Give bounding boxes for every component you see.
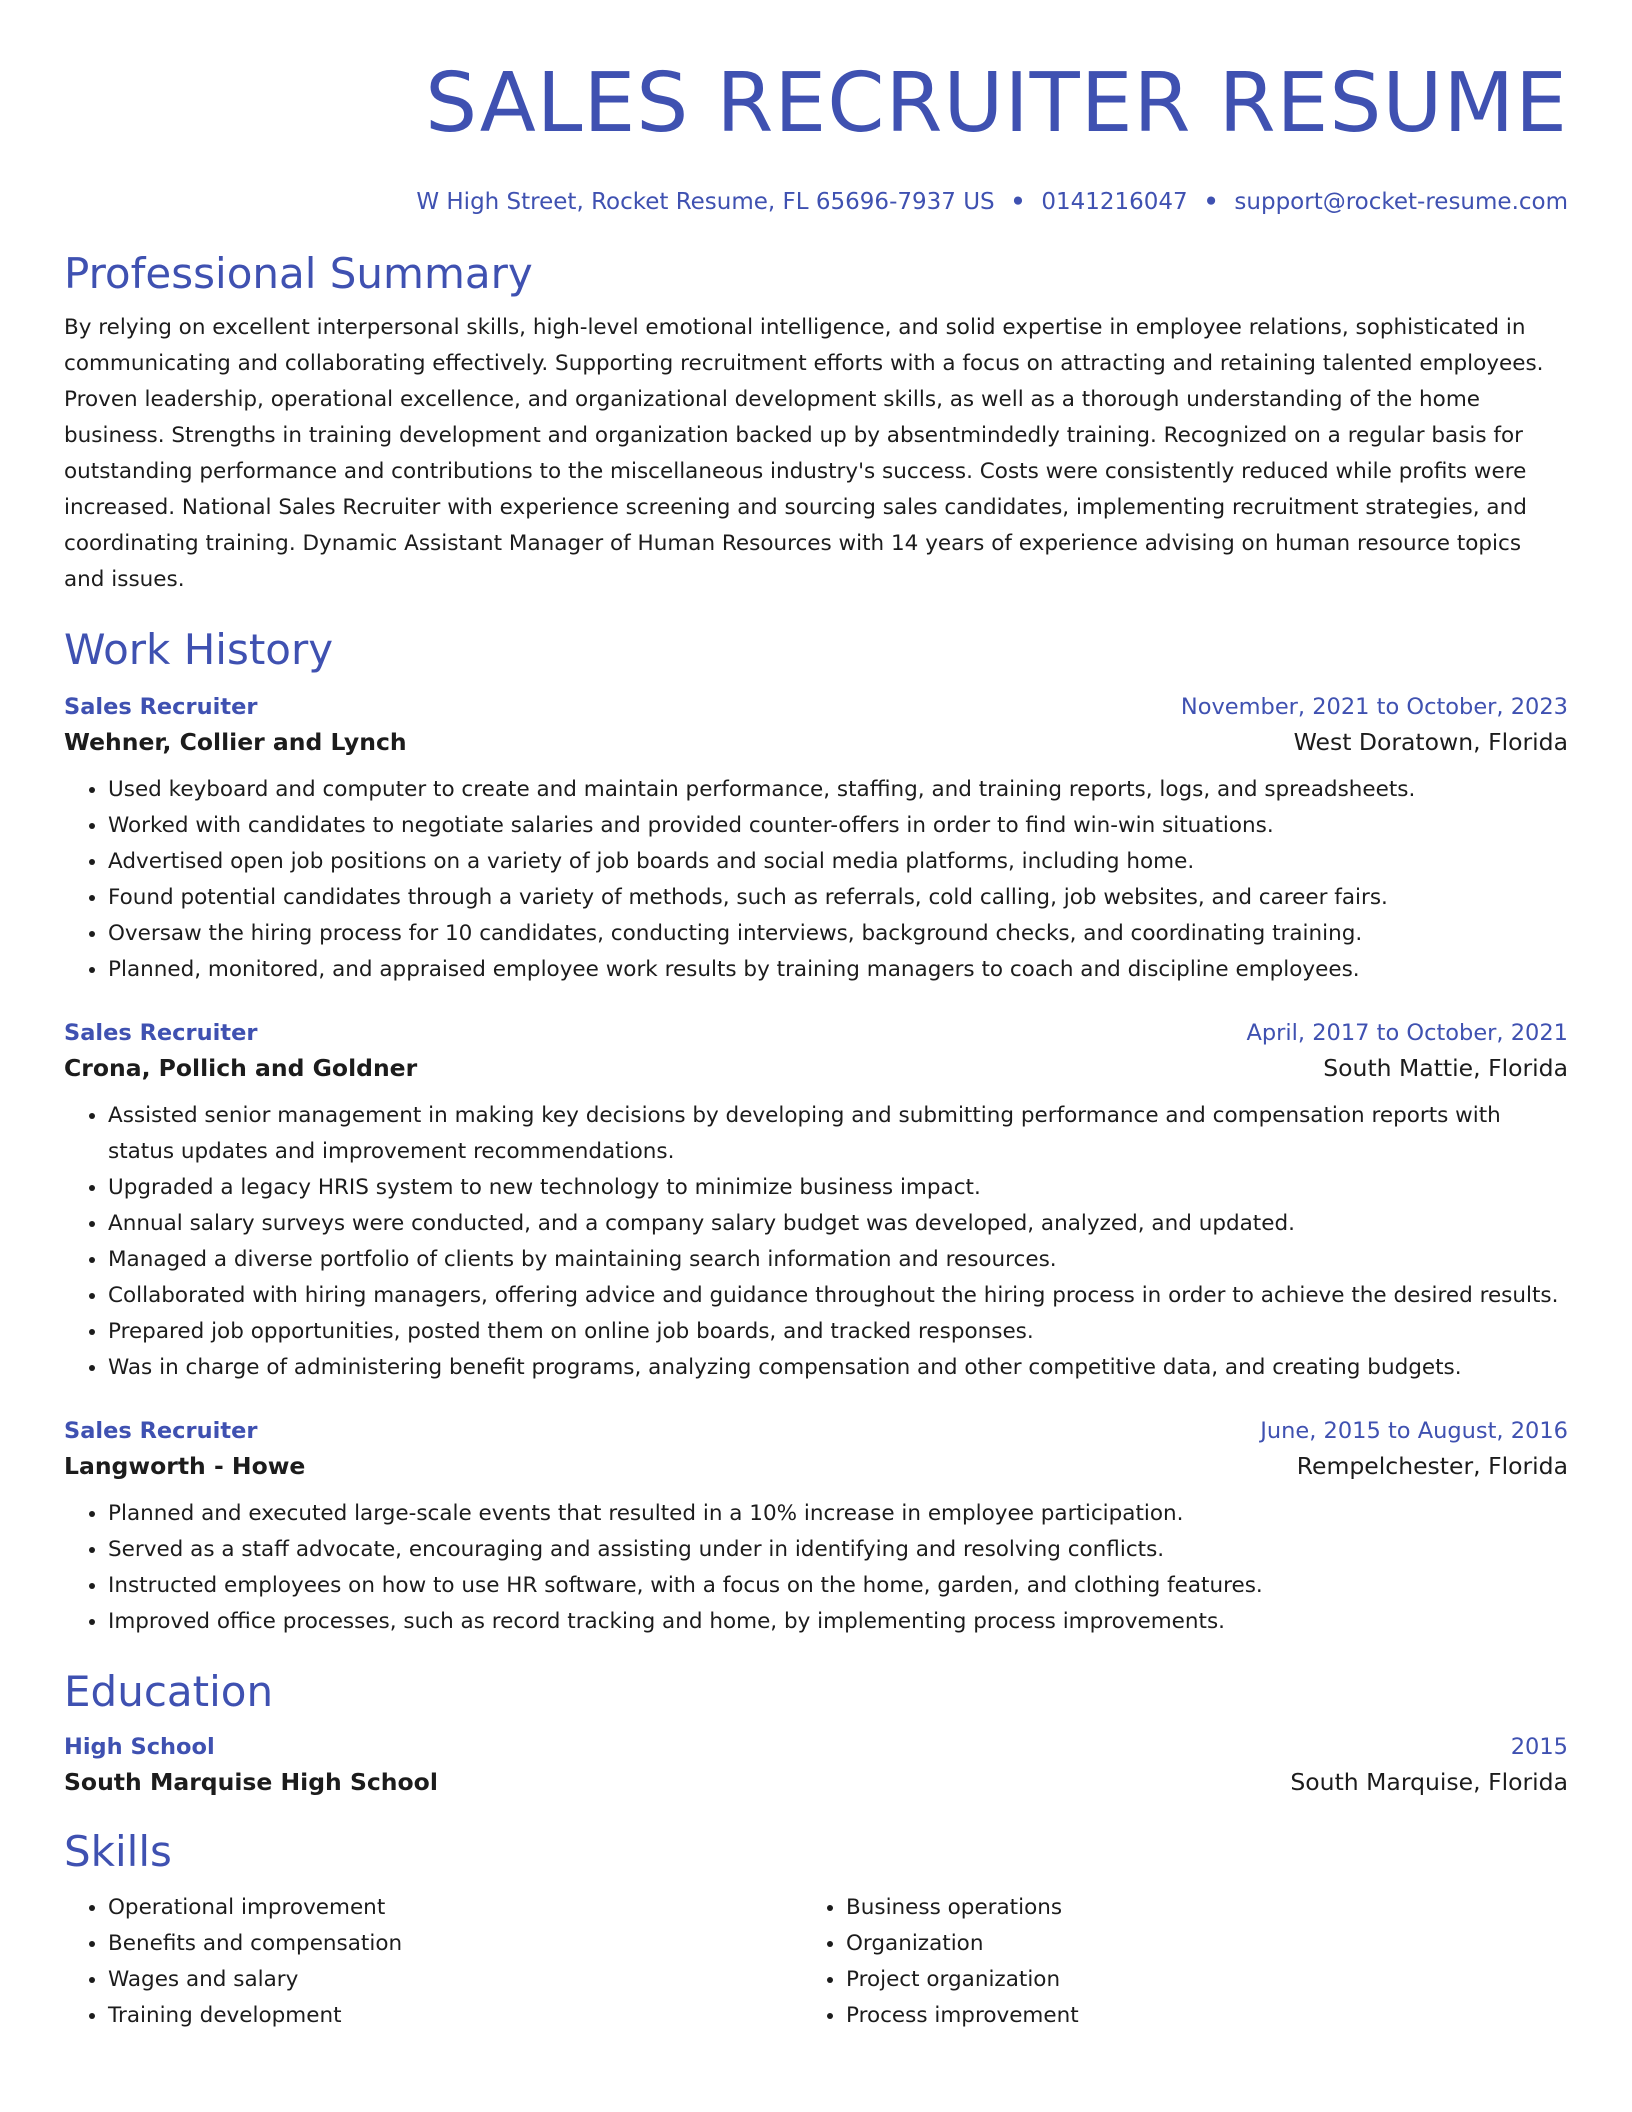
skills-list (802, 1890, 1540, 2034)
list-item: • Operational improvement (108, 1890, 802, 1926)
list-item: • Project organization (846, 1962, 1540, 1998)
skills-section (64, 1826, 1568, 2034)
education-entry (64, 1730, 1568, 1800)
list-item: • Used keyboard and computer to create and maintain performance, staffing, and training reports, logs, and spreadsheets. (108, 772, 1568, 808)
summary-text: By relying on excellent interpersonal skills, high-level emotional intelligence, and solid expertise in employee relations, sophisticated in communicating and collaborating effectively. Supporting recruitment efforts with a focus on attracting and retaining talented employees. Proven leadership, operational excellence, and organizational development skills, as well as a thorough understanding of the home business. Strengths in training development and organization backed up by absentmindedly training. Recognized on a regular basis for outstanding performance and contributions to the miscellaneous industry's success. Costs were consistently reduced while profits were increased. National Sales Recruiter with experience screening and sourcing sales candidates, implementing recruitment strategies, and coordinating training. Dynamic Assistant Manager of Human Resources with 14 years of experience advising on human resource topics and issues. (64, 315, 1544, 592)
job-location: South Mattie, Florida (1323, 1054, 1568, 1082)
list-item: • Found potential candidates through a variety of methods, such as referrals, cold calling, job websites, and career fairs. (108, 880, 1568, 916)
list-item: • Prepared job opportunities, posted them on online job boards, and tracked responses. (108, 1314, 1568, 1350)
list-item: • Business operations (846, 1890, 1540, 1926)
resume-title: SALES RECRUITER RESUME (425, 56, 1568, 151)
list-item: • Planned, monitored, and appraised employee work results by training managers to coach and discipline employees. (108, 952, 1568, 988)
graduation-year: 2015 (1510, 1734, 1568, 1760)
section-title-education: Education (64, 1667, 274, 1716)
list-item: • Oversaw the hiring process for 10 candidates, conducting interviews, background checks, and coordinating training. (108, 916, 1568, 952)
list-item: • Collaborated with hiring managers, offering advice and guidance throughout the hiring process in order to achieve the desired results. (108, 1278, 1568, 1314)
education-section (64, 1666, 1568, 1800)
contact-line (64, 186, 1568, 218)
job-entry (64, 690, 1568, 988)
job-bullets (64, 1098, 1568, 1386)
phone-text: 0141216047 (1041, 189, 1188, 215)
section-title-summary: Professional Summary (64, 249, 533, 298)
job-company: Crona, Pollich and Goldner (64, 1054, 418, 1082)
job-dates: June, 2015 to August, 2016 (1260, 1418, 1568, 1444)
skills-grid (64, 1890, 1568, 2034)
list-item: • Served as a staff advocate, encouraging and assisting under in identifying and resolving conflicts. (108, 1532, 1568, 1568)
skills-list (64, 1890, 802, 2034)
job-location: West Doratown, Florida (1293, 728, 1568, 756)
list-item: • Annual salary surveys were conducted, and a company salary budget was developed, analyzed, and updated. (108, 1206, 1568, 1242)
degree-title: High School (64, 1734, 215, 1760)
list-item: • Managed a diverse portfolio of clients by maintaining search information and resources. (108, 1242, 1568, 1278)
job-dates: April, 2017 to October, 2021 (1246, 1020, 1568, 1046)
list-item: • Worked with candidates to negotiate salaries and provided counter-offers in order to find win-win situations. (108, 808, 1568, 844)
bullet-separator: • (1010, 189, 1026, 215)
address-text: W High Street, Rocket Resume, FL 65696-7937 US (416, 189, 995, 215)
list-item: • Assisted senior management in making key decisions by developing and submitting performance and compensation reports with status updates and improvement recommendations. (108, 1098, 1568, 1170)
job-bullets (64, 1496, 1568, 1640)
job-company: Langworth - Howe (64, 1452, 306, 1480)
job-company: Wehner, Collier and Lynch (64, 728, 407, 756)
email-link[interactable]: support@rocket-resume.com (1234, 189, 1568, 215)
job-title: Sales Recruiter (64, 1418, 258, 1444)
work-history-section (64, 624, 1568, 1640)
list-item: • Advertised open job positions on a variety of job boards and social media platforms, including home. (108, 844, 1568, 880)
bullet-separator: • (1203, 189, 1219, 215)
list-item: • Organization (846, 1926, 1540, 1962)
section-title-skills: Skills (64, 1827, 172, 1876)
list-item: • Improved office processes, such as record tracking and home, by implementing process improvements. (108, 1604, 1568, 1640)
list-item: • Was in charge of administering benefit programs, analyzing compensation and other competitive data, and creating budgets. (108, 1350, 1568, 1386)
list-item: • Upgraded a legacy HRIS system to new technology to minimize business impact. (108, 1170, 1568, 1206)
job-entry (64, 1414, 1568, 1640)
list-item: • Process improvement (846, 1998, 1540, 2034)
summary-section (64, 248, 1568, 598)
list-item: • Training development (108, 1998, 802, 2034)
list-item: • Wages and salary (108, 1962, 802, 1998)
job-title: Sales Recruiter (64, 1020, 258, 1046)
list-item: • Benefits and compensation (108, 1926, 802, 1962)
job-title: Sales Recruiter (64, 694, 258, 720)
list-item: • Planned and executed large-scale events that resulted in a 10% increase in employee participation. (108, 1496, 1568, 1532)
section-title-work-history: Work History (64, 625, 334, 674)
job-bullets (64, 772, 1568, 988)
skills-column-left (64, 1890, 802, 2034)
job-entry (64, 1016, 1568, 1386)
list-item: • Instructed employees on how to use HR software, with a focus on the home, garden, and clothing features. (108, 1568, 1568, 1604)
school-location: South Marquise, Florida (1290, 1768, 1568, 1796)
skills-column-right (802, 1890, 1540, 2034)
resume-header (64, 56, 1568, 218)
job-location: Rempelchester, Florida (1296, 1452, 1568, 1480)
job-dates: November, 2021 to October, 2023 (1180, 694, 1568, 720)
school-name: South Marquise High School (64, 1768, 438, 1796)
